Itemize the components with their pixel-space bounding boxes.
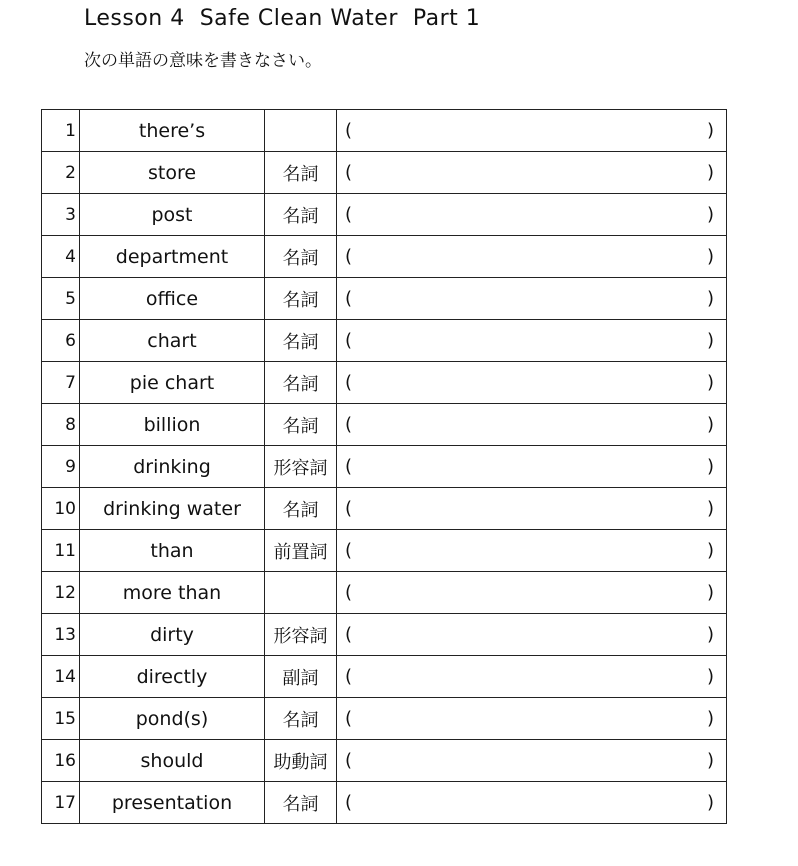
- part-of-speech: 助動詞: [265, 740, 337, 782]
- english-word: drinking: [80, 446, 265, 488]
- open-parenthesis: (: [345, 497, 353, 519]
- part-of-speech: 形容詞: [265, 446, 337, 488]
- answer-blank[interactable]: [337, 194, 727, 236]
- part-of-speech: [265, 572, 337, 614]
- table-row: [42, 152, 727, 194]
- row-number: 10: [42, 488, 80, 530]
- close-parenthesis: ): [706, 665, 714, 687]
- open-parenthesis: (: [345, 455, 353, 477]
- english-word: presentation: [80, 782, 265, 824]
- row-number: 13: [42, 614, 80, 656]
- close-parenthesis: ): [706, 749, 714, 771]
- part-of-speech: 前置詞: [265, 530, 337, 572]
- table-row: [42, 656, 727, 698]
- close-parenthesis: ): [706, 119, 714, 141]
- row-number: 16: [42, 740, 80, 782]
- table-row: [42, 110, 727, 152]
- english-word: office: [80, 278, 265, 320]
- worksheet-instructions: 次の単語の意味を書きなさい。: [84, 51, 322, 71]
- close-parenthesis: ): [706, 287, 714, 309]
- open-parenthesis: (: [345, 161, 353, 183]
- close-parenthesis: ): [706, 623, 714, 645]
- close-parenthesis: ): [706, 245, 714, 267]
- part-of-speech: 名詞: [265, 236, 337, 278]
- part-of-speech: 名詞: [265, 698, 337, 740]
- english-word: billion: [80, 404, 265, 446]
- answer-blank[interactable]: [337, 740, 727, 782]
- row-number: 8: [42, 404, 80, 446]
- table-row: [42, 320, 727, 362]
- english-word: should: [80, 740, 265, 782]
- close-parenthesis: ): [706, 203, 714, 225]
- english-word: than: [80, 530, 265, 572]
- row-number: 11: [42, 530, 80, 572]
- close-parenthesis: ): [706, 371, 714, 393]
- vocabulary-table-body: [42, 110, 727, 824]
- answer-blank[interactable]: [337, 236, 727, 278]
- close-parenthesis: ): [706, 707, 714, 729]
- open-parenthesis: (: [345, 623, 353, 645]
- close-parenthesis: ): [706, 455, 714, 477]
- open-parenthesis: (: [345, 203, 353, 225]
- part-of-speech: 名詞: [265, 404, 337, 446]
- answer-blank[interactable]: [337, 362, 727, 404]
- row-number: 2: [42, 152, 80, 194]
- open-parenthesis: (: [345, 119, 353, 141]
- close-parenthesis: ): [706, 497, 714, 519]
- table-row: [42, 446, 727, 488]
- part-of-speech: 名詞: [265, 278, 337, 320]
- answer-blank[interactable]: [337, 152, 727, 194]
- english-word: pond(s): [80, 698, 265, 740]
- english-word: dirty: [80, 614, 265, 656]
- close-parenthesis: ): [706, 329, 714, 351]
- vocabulary-table: [41, 109, 727, 824]
- part-of-speech: 名詞: [265, 362, 337, 404]
- english-word: department: [80, 236, 265, 278]
- table-row: [42, 698, 727, 740]
- english-word: more than: [80, 572, 265, 614]
- open-parenthesis: (: [345, 329, 353, 351]
- answer-blank[interactable]: [337, 320, 727, 362]
- english-word: pie chart: [80, 362, 265, 404]
- row-number: 14: [42, 656, 80, 698]
- row-number: 12: [42, 572, 80, 614]
- row-number: 4: [42, 236, 80, 278]
- table-row: [42, 236, 727, 278]
- open-parenthesis: (: [345, 245, 353, 267]
- row-number: 6: [42, 320, 80, 362]
- row-number: 5: [42, 278, 80, 320]
- part-of-speech: [265, 110, 337, 152]
- part-of-speech: 副詞: [265, 656, 337, 698]
- open-parenthesis: (: [345, 413, 353, 435]
- row-number: 9: [42, 446, 80, 488]
- part-of-speech: 名詞: [265, 488, 337, 530]
- answer-blank[interactable]: [337, 656, 727, 698]
- table-row: [42, 488, 727, 530]
- open-parenthesis: (: [345, 707, 353, 729]
- open-parenthesis: (: [345, 791, 353, 813]
- close-parenthesis: ): [706, 581, 714, 603]
- answer-blank[interactable]: [337, 110, 727, 152]
- open-parenthesis: (: [345, 581, 353, 603]
- row-number: 7: [42, 362, 80, 404]
- row-number: 3: [42, 194, 80, 236]
- table-row: [42, 782, 727, 824]
- row-number: 17: [42, 782, 80, 824]
- table-row: [42, 194, 727, 236]
- close-parenthesis: ): [706, 539, 714, 561]
- english-word: chart: [80, 320, 265, 362]
- table-row: [42, 278, 727, 320]
- row-number: 15: [42, 698, 80, 740]
- open-parenthesis: (: [345, 749, 353, 771]
- answer-blank[interactable]: [337, 404, 727, 446]
- table-row: [42, 740, 727, 782]
- answer-blank[interactable]: [337, 698, 727, 740]
- close-parenthesis: ): [706, 791, 714, 813]
- table-row: [42, 572, 727, 614]
- worksheet-title: Lesson 4 Safe Clean Water Part 1: [84, 6, 481, 31]
- english-word: drinking water: [80, 488, 265, 530]
- open-parenthesis: (: [345, 371, 353, 393]
- answer-blank[interactable]: [337, 446, 727, 488]
- answer-blank[interactable]: [337, 488, 727, 530]
- answer-blank[interactable]: [337, 572, 727, 614]
- answer-blank[interactable]: [337, 278, 727, 320]
- open-parenthesis: (: [345, 287, 353, 309]
- english-word: store: [80, 152, 265, 194]
- open-parenthesis: (: [345, 665, 353, 687]
- answer-blank[interactable]: [337, 782, 727, 824]
- english-word: directly: [80, 656, 265, 698]
- english-word: there’s: [80, 110, 265, 152]
- table-row: [42, 362, 727, 404]
- answer-blank[interactable]: [337, 614, 727, 656]
- part-of-speech: 名詞: [265, 782, 337, 824]
- table-row: [42, 530, 727, 572]
- close-parenthesis: ): [706, 413, 714, 435]
- row-number: 1: [42, 110, 80, 152]
- part-of-speech: 名詞: [265, 152, 337, 194]
- table-row: [42, 404, 727, 446]
- part-of-speech: 名詞: [265, 320, 337, 362]
- open-parenthesis: (: [345, 539, 353, 561]
- answer-blank[interactable]: [337, 530, 727, 572]
- part-of-speech: 形容詞: [265, 614, 337, 656]
- table-row: [42, 614, 727, 656]
- part-of-speech: 名詞: [265, 194, 337, 236]
- english-word: post: [80, 194, 265, 236]
- close-parenthesis: ): [706, 161, 714, 183]
